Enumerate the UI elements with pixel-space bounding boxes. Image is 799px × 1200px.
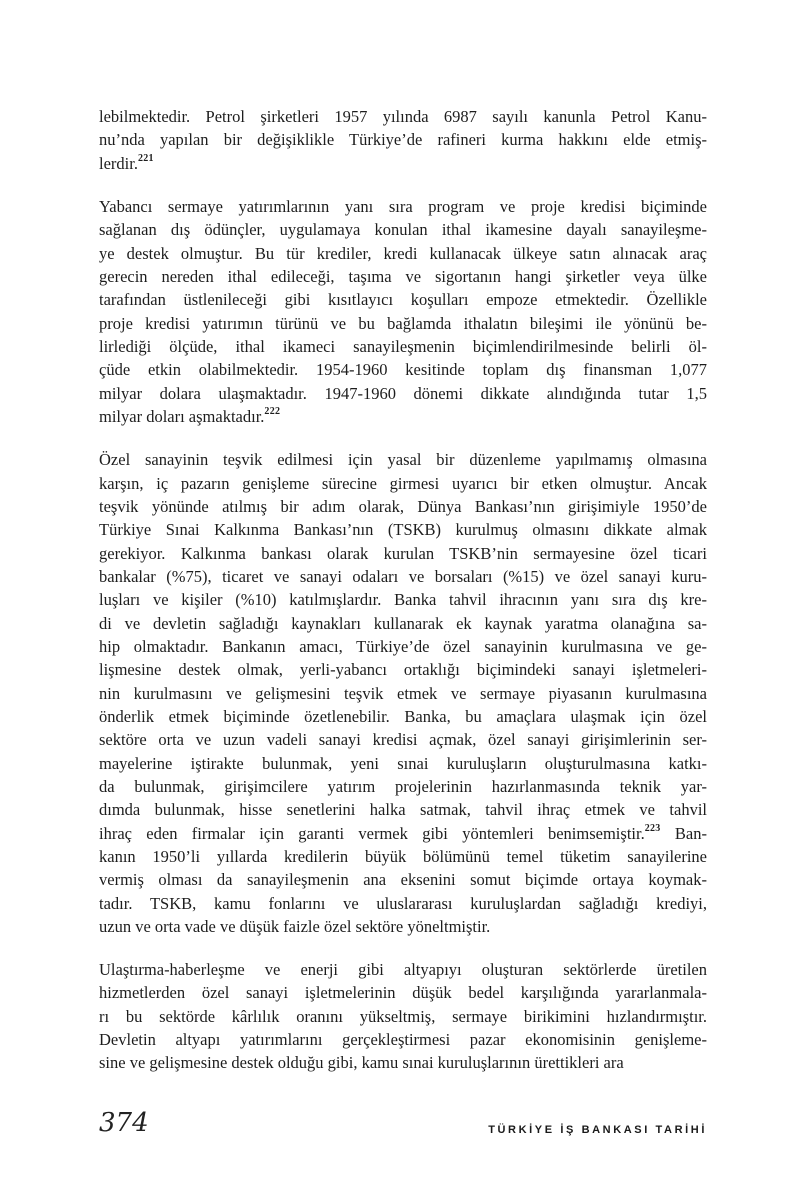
- footnote-ref: 221: [137, 153, 154, 165]
- text-line: karşın, iç pazarın genişleme sürecine girmesi uyarıcı bir etken olmuştur. Ancak: [99, 473, 707, 493]
- text-line: sağlanan dış ödünçler, uygulamaya konulan ithal ikamesine dayalı sanayileşme-: [99, 220, 707, 240]
- paragraph: [99, 448, 707, 938]
- footnote-ref: 222: [264, 406, 281, 418]
- footer-running-title: TÜRKİYE İŞ BANKASI TARİHİ: [488, 1124, 707, 1136]
- paragraph: [99, 105, 707, 175]
- text-line: Yabancı sermaye yatırımlarının yanı sıra program ve proje kredisi biçiminde: [99, 196, 707, 216]
- text-line: gerekiyor. Kalkınma bankası olarak kurulan TSKB’nin sermayesine özel ticari: [99, 543, 707, 563]
- text-line: hip olmaktadır. Bankanın amacı, Türkiye’de özel sanayinin kurulmasına ve ge-: [99, 636, 707, 656]
- text-line: proje kredisi yatırımın türünü ve bu bağlamda ithalatın bileşimi ile yönünü be-: [99, 313, 707, 333]
- text-line: Türkiye Sınai Kalkınma Bankası’nın (TSKB) kurulmuş olmasını dikkate almak: [99, 520, 707, 540]
- text-line: uzun ve orta vade ve düşük faizle özel sektöre yöneltmiştir.: [99, 916, 491, 936]
- text-line: ye destek olmuştur. Bu tür krediler, kredi kullanacak ülkeye satın alınacak araç: [99, 243, 707, 263]
- text-line: vermiş olması da sanayileşmenin ana eksenini somut biçimde ortaya koymak-: [99, 870, 707, 890]
- text-line: sine ve gelişmesine destek olduğu gibi, kamu sınai kuruluşlarının ürettikleri ara: [99, 1053, 624, 1073]
- text-line: milyar dolara ulaşmaktadır. 1947-1960 dönemi dikkate alındığında tutar 1,5: [99, 383, 707, 403]
- text-line: Ulaştırma-haberleşme ve enerji gibi altyapıyı oluşturan sektörlerde üretilen: [99, 960, 707, 980]
- text-line: ihraç eden firmalar için garanti vermek gibi yöntemleri benimsemiştir.$^{223}$ Ban-: [99, 823, 708, 843]
- text-line: çüde etkin olabilmektedir. 1954-1960 kesitinde toplam dış finansman 1,077: [99, 360, 707, 380]
- text-line: nin kurulmasını ve gelişmesini teşvik etmek ve sermaye piyasanın kurulmasına: [99, 683, 707, 703]
- footnote-ref: 223: [644, 823, 661, 835]
- text-line: bankalar (%75), ticaret ve sanayi odaları ve borsaları (%15) ve özel sanayi kuru-: [99, 566, 707, 586]
- text-line: Özel sanayinin teşvik edilmesi için yasal bir düzenleme yapılmamış olmasına: [99, 450, 707, 470]
- text-line: tarafından üstlenileceği gibi kısıtlayıcı koşulları empoze etmektedir. Özellikle: [99, 290, 707, 310]
- text-line: rı bu sektörde kârlılık oranını yükseltmiş, sermaye birikimini hızlandırmıştır.: [99, 1006, 707, 1026]
- text-line: dımda bulunmak, hisse senetlerini halka satmak, tahvil ihraç etmek ve tahvil: [99, 800, 707, 820]
- text-line: önderlik etmek biçiminde özetlenebilir. Banka, bu amaçlara ulaşmak için özel: [99, 706, 707, 726]
- text-line: lişmesine destek olmak, yerli-yabancı ortaklığı biçimindeki sanayi işletmeleri-: [99, 660, 707, 680]
- body-text: [99, 105, 707, 1075]
- text-line: Devletin altyapı yatırımlarını gerçekleştirmesi pazar ekonomisinin genişleme-: [99, 1030, 707, 1050]
- text-line: da bulunmak, girişimcilere yatırım projelerinin hazırlanmasında teknik yar-: [99, 776, 707, 796]
- text-line: teşvik yönünde atılmış bir adım olarak, Dünya Bankası’nın girişimiyle 1950’de: [99, 496, 707, 516]
- text-line: lirlediği ölçüde, ithal ikameci sanayileşmenin biçimlendirilmesinde belirli öl-: [99, 336, 707, 356]
- text-line: nu’nda yapılan bir değişiklikle Türkiye’de rafineri kurma hakkını elde etmiş-: [99, 130, 707, 150]
- paragraph: [99, 958, 707, 1075]
- text-line: milyar doları aşmaktadır.$^{222}$: [99, 406, 281, 426]
- text-line: mayelerine iştirakte bulunmak, yeni sınai kuruluşların oluşturulmasına katkı-: [99, 753, 707, 773]
- text-line: sektöre orta ve uzun vadeli sanayi kredisi açmak, özel sanayi girişimlerinin ser-: [99, 730, 707, 750]
- paragraph: [99, 195, 707, 428]
- text-line: tadır. TSKB, kamu fonlarını ve uluslararası kuruluşlardan sağladığı krediyi,: [99, 893, 707, 913]
- text-line: di ve devletin sağladığı kaynakları kullanarak ek kaynak yaratma olanağına sa-: [99, 613, 707, 633]
- text-line: luşları ve kişiler (%10) katılmışlardır. Banka tahvil ihracının yanı sıra dış kre-: [99, 590, 707, 610]
- text-line: lebilmektedir. Petrol şirketleri 1957 yılında 6987 sayılı kanunla Petrol Kanu-: [99, 107, 707, 126]
- text-line: hizmetlerden özel sanayi işletmelerinin düşük bedel karşılığında yararlanmala-: [99, 983, 707, 1003]
- text-line: gerecin nereden ithal edileceği, taşıma ve sigortanın hangi şirketler veya ülke: [99, 266, 707, 286]
- text-line: kanın 1950’li yıllarda kredilerin büyük bölümünü temel tüketim sanayilerine: [99, 846, 707, 866]
- footer-page-number: 374: [99, 1108, 149, 1138]
- text-line: lerdir.$^{221}$: [99, 153, 154, 173]
